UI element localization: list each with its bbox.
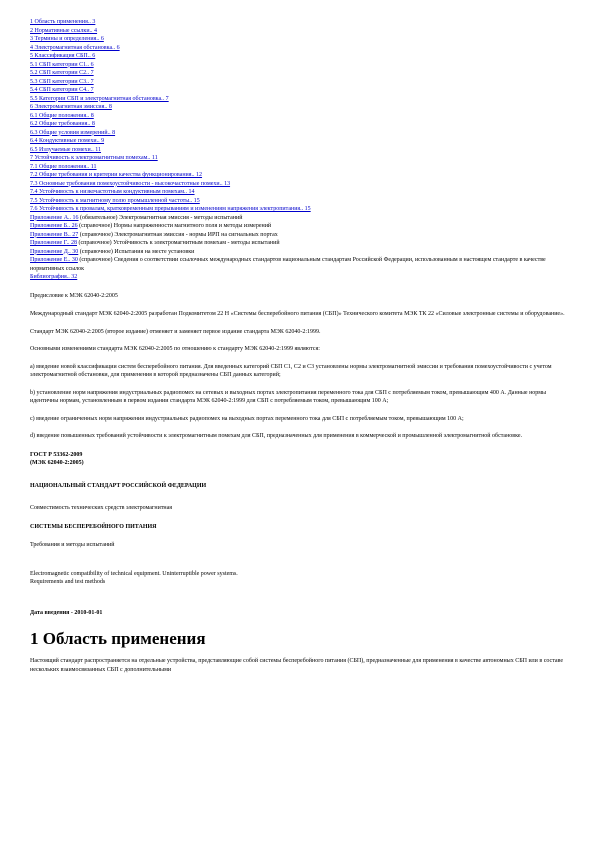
paragraph: а) введение новой классификации систем бесперебойного питания. Для введенных категорий СБП С1, С2 и С3 установлены нормы электромагнитной эмиссии и требования помехоустойчивости с учетом электромагнитной обстановки, для применения в которой предназначены СБП данных категорий;	[30, 363, 552, 378]
toc-link[interactable]: 2 Нормативные ссылки.. 4	[30, 27, 98, 34]
toc-item[interactable]	[30, 188, 565, 197]
national-standard-title: НАЦИОНАЛЬНЫЙ СТАНДАРТ РОССИЙСКОЙ ФЕДЕРАЦИИ	[30, 482, 207, 489]
gost-number: ГОСТ Р 53362-2009	[30, 451, 83, 458]
english-subtitle: Requirements and test methods	[30, 579, 106, 585]
appendix-link[interactable]: Приложение Б.. 26	[30, 223, 78, 229]
toc-link[interactable]: 7.5 Устойчивость к магнитному полю промышленной частоты.. 15	[30, 197, 200, 204]
toc-item[interactable]	[30, 137, 565, 146]
appendix-item	[30, 231, 565, 240]
bibliography-link[interactable]: Библиография.. 32	[30, 274, 78, 280]
toc-link[interactable]: 6 Электромагнитная эмиссия.. 8	[30, 104, 112, 110]
appendix-description: (справочное) Электромагнитная эмиссия - нормы ИРП на сигнальных портах	[78, 231, 278, 238]
appendix-link[interactable]: Приложение Д.. 30	[30, 248, 79, 255]
scope-paragraph: Настоящий стандарт распространяется на отдельные устройства, представляющие собой системы бесперебойного питания (СБП), предназначенные для применения в качестве автономных СБП или в составе нескольких взаимосвязанных СБП с дополнительными	[30, 658, 564, 673]
toc-link[interactable]: 6.1 Общие положения.. 8	[30, 112, 94, 119]
toc-item[interactable]	[30, 69, 565, 78]
toc-item[interactable]	[30, 180, 565, 189]
toc-item[interactable]	[30, 44, 565, 53]
toc-link[interactable]: 6.4 Кондуктивные помехи.. 9	[30, 138, 105, 144]
paragraph: c) введение ограниченных норм напряжения индустриальных радиопомех на выходных портах переменного тока для СБП с потребляемым током, превышающим 100 А;	[30, 415, 464, 422]
toc-link[interactable]: 7.4 Устойчивость к низкочастотным кондуктивным помехам.. 14	[30, 189, 195, 195]
english-title: Electromagnetic compatibility of technical equipment. Uninterruptible power systems.	[30, 570, 238, 577]
toc-link[interactable]: 5 Классификация СБП.. 6	[30, 53, 96, 59]
appendix-link[interactable]: Приложение А.. 16	[30, 214, 79, 221]
appendix-link[interactable]: Приложение В.. 27	[30, 231, 79, 238]
paragraph: b) установление норм напряжения индустриальных радиопомех на сетевых и выходных портах электропитания переменного тока для СБП с потребляемым током, превышающим 400 А. Данные нормы идентичны нормам, установленным в первом издании стандарта МЭК 62040-2:1999 для СБП с потребляемым током, превышающим 100 А;	[30, 389, 547, 404]
toc-link[interactable]: 6.2 Общие требования.. 8	[30, 121, 95, 127]
toc-item[interactable]	[30, 197, 565, 206]
toc-item[interactable]	[30, 86, 565, 95]
toc-item[interactable]	[30, 35, 565, 44]
toc-item[interactable]	[30, 27, 565, 36]
toc-item[interactable]	[30, 205, 565, 214]
toc-item[interactable]	[30, 129, 565, 138]
paragraph: Основными изменениями стандарта МЭК 62040-2:2005 по отношению к стандарту МЭК 62040-2:1999 являются:	[30, 346, 320, 352]
requirements-title: Требования и методы испытаний	[30, 542, 115, 548]
appendix-description: (обязательное) Электромагнитная эмиссия - методы испытаний	[78, 214, 243, 221]
toc-item[interactable]	[30, 154, 565, 163]
appendix-item	[30, 256, 565, 273]
compatibility-title: Совместимость технических средств электромагнитная	[30, 505, 173, 511]
toc-item[interactable]	[30, 171, 565, 180]
table-of-contents	[30, 18, 565, 214]
toc-link[interactable]: 5.2 СБП категории С2.. 7	[30, 70, 94, 76]
appendix-item	[30, 222, 565, 231]
toc-item[interactable]	[30, 61, 565, 70]
toc-link[interactable]: 6.5 Излучаемые помехи.. 11	[30, 146, 101, 153]
toc-link[interactable]: 5.1 СБП категории С1.. 6	[30, 61, 94, 68]
toc-link[interactable]: 7.3 Основные требования помехоустойчивости - высокочастотные помехи.. 13	[30, 180, 231, 187]
toc-link[interactable]: 7.6 Устойчивость к провалам, кратковременным прерываниям и изменениям напряжения электропитания.. 15	[30, 206, 311, 212]
toc-link[interactable]: 5.3 СБП категории С3.. 7	[30, 78, 94, 85]
toc-item[interactable]	[30, 112, 565, 121]
appendix-item	[30, 239, 565, 248]
introduction-date: Дата введения - 2010-01-01	[30, 609, 103, 616]
appendix-description: (справочное) Сведения о соответствии ссылочных международных стандартов национальным стандартам Российской Федерации, использованным в настоящем стандарте в качестве нормативных ссылок	[30, 257, 546, 272]
toc-link[interactable]: 6.3 Общие условия измерений.. 8	[30, 129, 116, 136]
toc-item[interactable]	[30, 78, 565, 87]
toc-link[interactable]: 7 Устойчивость к электромагнитным помехам.. 11	[30, 155, 158, 161]
appendix-description: (справочное) Устойчивость к электромагнитным помехам - методы испытаний	[77, 240, 280, 246]
appendix-link[interactable]: Приложение Е.. 30	[30, 257, 78, 263]
toc-item[interactable]	[30, 120, 565, 129]
toc-item[interactable]	[30, 146, 565, 155]
appendix-item	[30, 248, 565, 257]
toc-item[interactable]	[30, 163, 565, 172]
appendix-description: (справочное) Испытания на месте установки	[78, 248, 195, 255]
paragraph: Международный стандарт МЭК 62040-2:2005 разработан Подкомитетом 22 Н «Системы бесперебойного питания (СБП)» Технического комитета МЭК ТК 22 «Силовые электронные системы и оборудование».	[30, 311, 565, 317]
toc-link[interactable]: 3 Термины и определения.. 6	[30, 36, 104, 42]
toc-item[interactable]	[30, 52, 565, 61]
appendix-list	[30, 214, 565, 274]
iec-reference: (МЭК 62040-2:2005)	[30, 460, 84, 466]
bibliography-item	[30, 273, 565, 282]
toc-link[interactable]: 7.1 Общие положения.. 11	[30, 163, 97, 170]
toc-item[interactable]	[30, 18, 565, 27]
paragraph: Стандарт МЭК 62040-2:2005 (второе издание) отменяет и заменяет первое издание стандарта МЭК 62040-2:1999.	[30, 328, 321, 335]
toc-link[interactable]: 5.5 Категории СБП и электромагнитная обстановка.. 7	[30, 95, 169, 102]
appendix-description: (справочное) Нормы напряженности магнитного поля и методы измерений	[77, 223, 272, 229]
foreword-title: Предисловие к МЭК 62040-2:2005	[30, 292, 118, 299]
paragraph: d) введение повышенных требований устойчивости к электромагнитным помехам для СБП, предназначенных для применения в коммерческой и промышленной электромагнитной обстановке.	[30, 433, 523, 439]
toc-link[interactable]: 5.4 СБП категории С4.. 7	[30, 87, 94, 93]
section-heading: 1 Область применения	[30, 629, 206, 648]
toc-item[interactable]	[30, 103, 565, 112]
appendix-link[interactable]: Приложение Г.. 28	[30, 240, 77, 246]
toc-link[interactable]: 1 Область применения.. 3	[30, 19, 96, 25]
toc-item[interactable]	[30, 95, 565, 104]
toc-link[interactable]: 7.2 Общие требования и критерии качества функционирования.. 12	[30, 172, 203, 178]
systems-title: СИСТЕМЫ БЕСПЕРЕБОЙНОГО ПИТАНИЯ	[30, 523, 157, 530]
appendix-item	[30, 214, 565, 223]
toc-link[interactable]: 4 Электромагнитная обстановка.. 6	[30, 44, 120, 51]
